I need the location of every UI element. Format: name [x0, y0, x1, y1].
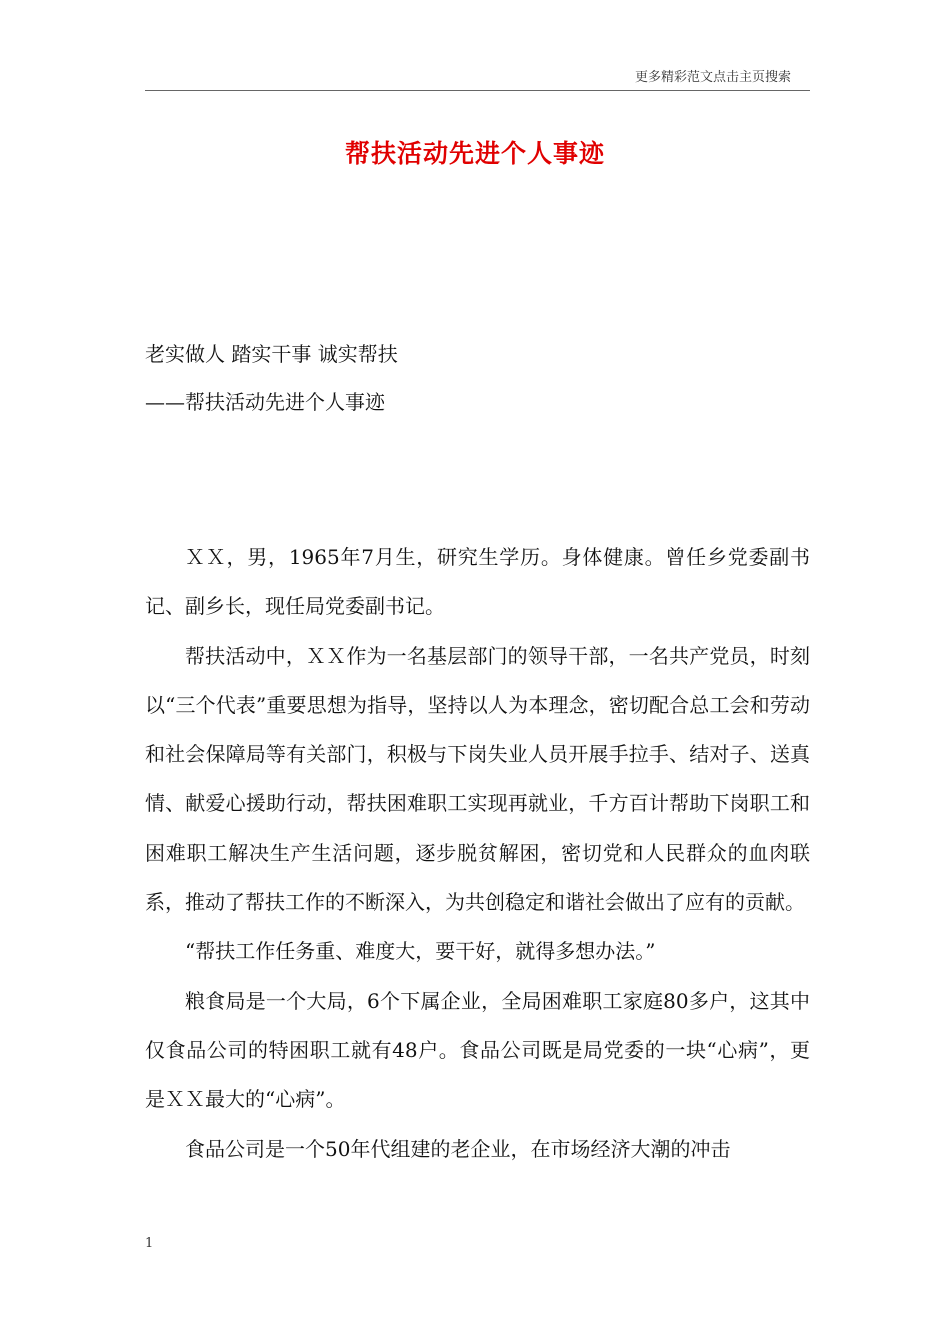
subtitle-line-2: ——帮扶活动先进个人事迹 [145, 390, 385, 414]
paragraph: 食品公司是一个50年代组建的老企业，在市场经济大潮的冲击 [185, 1136, 731, 1161]
page-number: 1 [145, 1236, 154, 1251]
document-body [145, 533, 810, 1174]
paragraph: ＸＸ，男，1965年7月生，研究生学历。身体健康。曾任乡党委副书记、副乡长，现任局党委副书记。 [145, 545, 810, 619]
document-title: 帮扶活动先进个人事迹 [344, 139, 605, 168]
header-note: 更多精彩范文点击主页搜索 [635, 70, 792, 85]
subtitle-line-1: 老实做人 踏实干事 诚实帮扶 [145, 342, 398, 366]
paragraph: 帮扶活动中，ＸＸ作为一名基层部门的领导干部，一名共产党员，时刻以“三个代表”重要思想为指导，坚持以人为本理念，密切配合总工会和劳动和社会保障局等有关部门，积极与下岗失业人员开展手拉手、结对子、送真情、献爱心援助行动，帮扶困难职工实现再就业，千方百计帮助下岗职工和困难职工解决生产生活问题，逐步脱贫解困，密切党和人民群众的血肉联系，推动了帮扶工作的不断深入，为共创稳定和谐社会做出了应有的贡献。 [145, 643, 810, 915]
header-divider [145, 90, 810, 91]
paragraph: “帮扶工作任务重、难度大，要干好，就得多想办法。” [185, 939, 656, 964]
paragraph: 粮食局是一个大局，6个下属企业，全局困难职工家庭80多户，这其中仅食品公司的特困职工就有48户。食品公司既是局党委的一块“心病”，更是ＸＸ最大的“心病”。 [145, 988, 810, 1112]
